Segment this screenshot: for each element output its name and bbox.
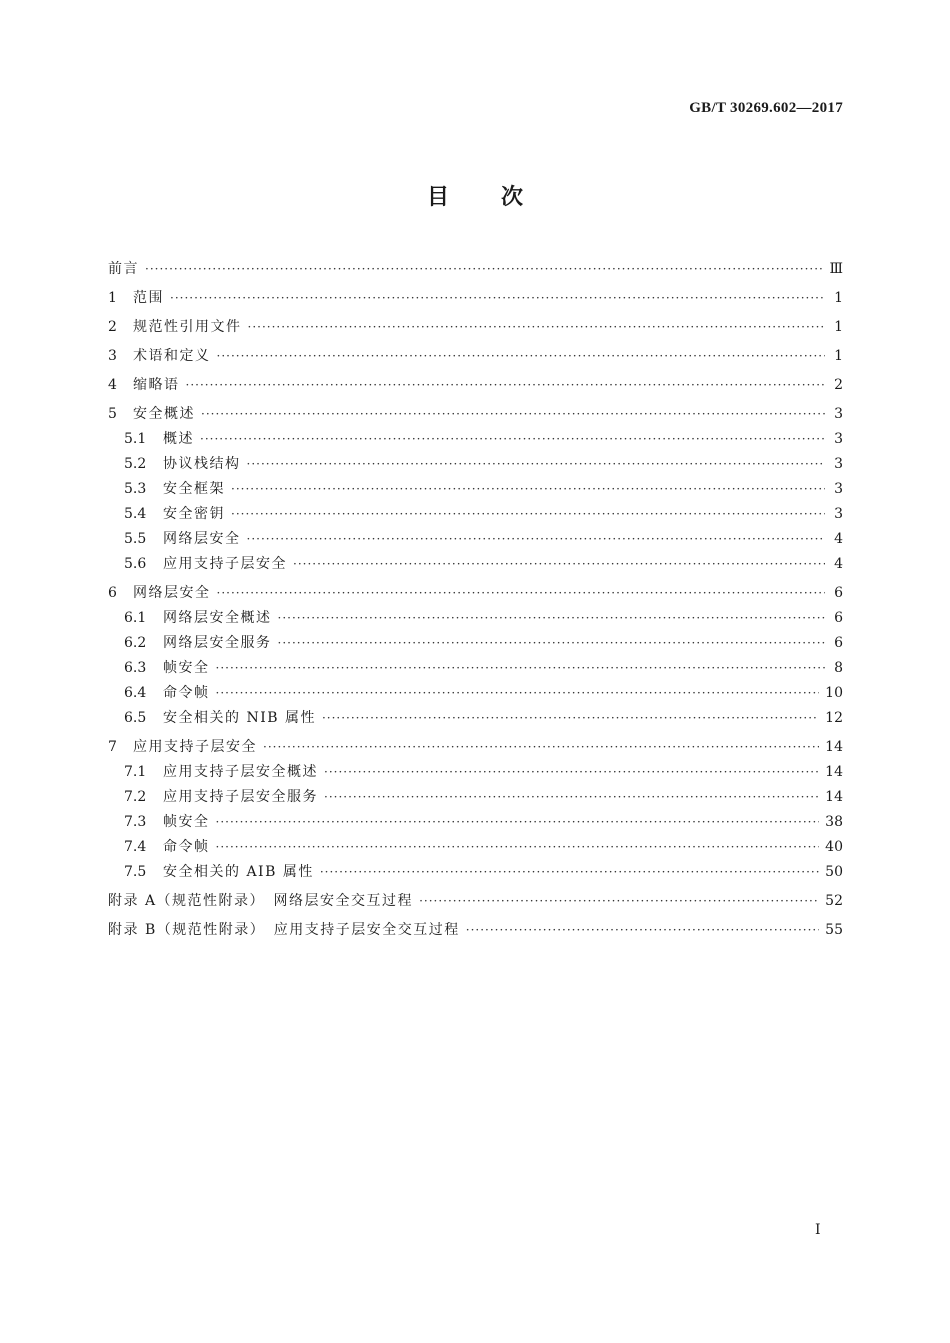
- toc-leader-dots: [145, 262, 823, 276]
- toc-leader-dots: [247, 532, 826, 546]
- toc-entry[interactable]: [108, 761, 843, 786]
- toc-entry-number: 1: [108, 290, 117, 306]
- toc-entry-number: 5.2: [124, 456, 147, 472]
- toc-entry[interactable]: [108, 786, 843, 811]
- toc-entry-number: 7.5: [124, 864, 147, 880]
- toc-entry-number: 6.2: [124, 635, 147, 651]
- toc-entry[interactable]: [108, 374, 843, 399]
- toc-leader-dots: [320, 865, 819, 879]
- toc-entry[interactable]: [108, 528, 843, 553]
- toc-leader-dots: [324, 765, 819, 779]
- toc-entry-label: 帧安全: [163, 814, 210, 830]
- toc-entry[interactable]: [108, 453, 843, 478]
- toc-entry-page: 6: [834, 610, 843, 626]
- toc-entry[interactable]: [108, 682, 843, 707]
- toc-entry[interactable]: [108, 478, 843, 503]
- toc-leader-dots: [466, 923, 819, 937]
- standard-code: GB/T 30269.602—2017: [689, 100, 843, 116]
- toc-entry-label: 规范性引用文件: [133, 319, 242, 335]
- toc-entry-page: 50: [825, 864, 843, 880]
- toc-entry-label: 网络层安全概述: [163, 610, 272, 626]
- toc-leader-dots: [324, 790, 819, 804]
- toc-entry-number: 5.3: [124, 481, 147, 497]
- toc-leader-dots: [186, 378, 826, 392]
- toc-entry-page: 10: [825, 685, 843, 701]
- toc-entry-page: 40: [825, 839, 843, 855]
- toc-leader-dots: [231, 507, 825, 521]
- toc-entry-number: 7.3: [124, 814, 147, 830]
- toc-leader-dots: [322, 711, 819, 725]
- toc-entry-label: 安全框架: [163, 481, 225, 497]
- toc-entry-page: 14: [825, 739, 843, 755]
- toc-entry[interactable]: [108, 736, 843, 761]
- toc-entry-number: 4: [108, 377, 117, 393]
- toc-leader-dots: [278, 611, 826, 625]
- toc-entry-number: 3: [108, 348, 117, 364]
- toc-entry-page: 6: [834, 635, 843, 651]
- toc-entry-page: 3: [834, 481, 843, 497]
- toc-entry-number: 2: [108, 319, 117, 335]
- toc-entry-label: 附录 B（规范性附录） 应用支持子层安全交互过程: [108, 922, 460, 938]
- toc-entry[interactable]: [108, 707, 843, 732]
- toc-leader-dots: [293, 557, 825, 571]
- toc-entry-label: 安全相关的 NIB 属性: [163, 710, 316, 726]
- toc-entry-label: 应用支持子层安全服务: [163, 789, 318, 805]
- toc-entry-number: 7.4: [124, 839, 147, 855]
- toc-entry-number: 5: [108, 406, 117, 422]
- toc-leader-dots: [278, 636, 826, 650]
- toc-leader-dots: [170, 291, 825, 305]
- toc-entry-number: 6.1: [124, 610, 147, 626]
- toc-entry[interactable]: [108, 403, 843, 428]
- toc-entry-page: 1: [834, 290, 843, 306]
- toc-entry-label: 应用支持子层安全: [133, 739, 257, 755]
- toc-entry-page: 2: [834, 377, 843, 393]
- toc-entry-number: 6.4: [124, 685, 147, 701]
- toc-leader-dots: [200, 432, 825, 446]
- toc-leader-dots: [231, 482, 825, 496]
- toc-entry-label: 网络层安全: [163, 531, 241, 547]
- toc-leader-dots: [216, 661, 826, 675]
- toc-entry-label: 网络层安全服务: [163, 635, 272, 651]
- toc-entry[interactable]: [108, 345, 843, 370]
- toc-entry[interactable]: [108, 861, 843, 886]
- toc-entry-number: 7.1: [124, 764, 147, 780]
- toc-entry[interactable]: [108, 582, 843, 607]
- toc-entry-label: 帧安全: [163, 660, 210, 676]
- toc-entry-label: 安全密钥: [163, 506, 225, 522]
- toc-entry-page: 14: [825, 764, 843, 780]
- toc-entry-page: 55: [825, 922, 843, 938]
- toc-entry-page: 52: [825, 893, 843, 909]
- toc-entry-page: 3: [834, 431, 843, 447]
- toc-entry[interactable]: [108, 919, 843, 944]
- toc-entry[interactable]: [108, 287, 843, 312]
- toc-leader-dots: [217, 349, 826, 363]
- toc-entry-label: 应用支持子层安全概述: [163, 764, 318, 780]
- toc-entry-page: Ⅲ: [829, 261, 843, 277]
- toc-entry-page: 3: [834, 456, 843, 472]
- table-of-contents: [108, 258, 843, 944]
- toc-entry[interactable]: [108, 811, 843, 836]
- toc-entry-label: 前言: [108, 261, 139, 277]
- toc-entry-page: 12: [825, 710, 843, 726]
- toc-entry[interactable]: [108, 836, 843, 861]
- toc-entry-label: 范围: [133, 290, 164, 306]
- toc-entry-page: 6: [834, 585, 843, 601]
- toc-entry-label: 附录 A（规范性附录） 网络层安全交互过程: [108, 893, 414, 909]
- toc-entry-label: 命令帧: [163, 685, 210, 701]
- toc-entry-label: 安全概述: [133, 406, 195, 422]
- toc-entry-number: 5.4: [124, 506, 147, 522]
- toc-entry[interactable]: [108, 553, 843, 578]
- toc-entry-page: 38: [825, 814, 843, 830]
- toc-leader-dots: [217, 586, 826, 600]
- toc-entry-number: 6.3: [124, 660, 147, 676]
- toc-entry-label: 协议栈结构: [163, 456, 241, 472]
- toc-entry-number: 5.6: [124, 556, 147, 572]
- toc-entry-number: 7.2: [124, 789, 147, 805]
- toc-leader-dots: [263, 740, 819, 754]
- toc-entry-page: 4: [834, 556, 843, 572]
- toc-entry[interactable]: [108, 607, 843, 632]
- toc-entry-label: 安全相关的 AIB 属性: [163, 864, 314, 880]
- toc-entry[interactable]: [108, 258, 843, 283]
- toc-entry-page: 1: [834, 348, 843, 364]
- toc-leader-dots: [247, 457, 826, 471]
- toc-entry-page: 3: [834, 406, 843, 422]
- toc-entry-label: 应用支持子层安全: [163, 556, 287, 572]
- toc-entry-page: 8: [834, 660, 843, 676]
- toc-entry[interactable]: [108, 316, 843, 341]
- toc-entry[interactable]: [108, 657, 843, 682]
- toc-entry-number: 6.5: [124, 710, 147, 726]
- page-title: 目次: [426, 185, 575, 210]
- toc-entry-label: 缩略语: [133, 377, 180, 393]
- toc-entry-number: 5.5: [124, 531, 147, 547]
- toc-entry-label: 网络层安全: [133, 585, 211, 601]
- toc-entry-page: 4: [834, 531, 843, 547]
- toc-entry-number: 5.1: [124, 431, 147, 447]
- toc-entry-page: 1: [834, 319, 843, 335]
- toc-entry-page: 14: [825, 789, 843, 805]
- toc-entry-number: 7: [108, 739, 117, 755]
- toc-leader-dots: [216, 686, 820, 700]
- toc-entry[interactable]: [108, 428, 843, 453]
- toc-leader-dots: [216, 815, 820, 829]
- toc-entry-label: 术语和定义: [133, 348, 211, 364]
- toc-leader-dots: [216, 840, 820, 854]
- toc-entry-label: 命令帧: [163, 839, 210, 855]
- toc-leader-dots: [419, 894, 819, 908]
- toc-entry[interactable]: [108, 890, 843, 915]
- toc-entry-page: 3: [834, 506, 843, 522]
- toc-entry[interactable]: [108, 632, 843, 657]
- toc-entry-label: 概述: [163, 431, 194, 447]
- footer-page-number: Ⅰ: [815, 1222, 821, 1238]
- toc-entry-number: 6: [108, 585, 117, 601]
- toc-leader-dots: [201, 407, 825, 421]
- toc-entry[interactable]: [108, 503, 843, 528]
- toc-leader-dots: [248, 320, 826, 334]
